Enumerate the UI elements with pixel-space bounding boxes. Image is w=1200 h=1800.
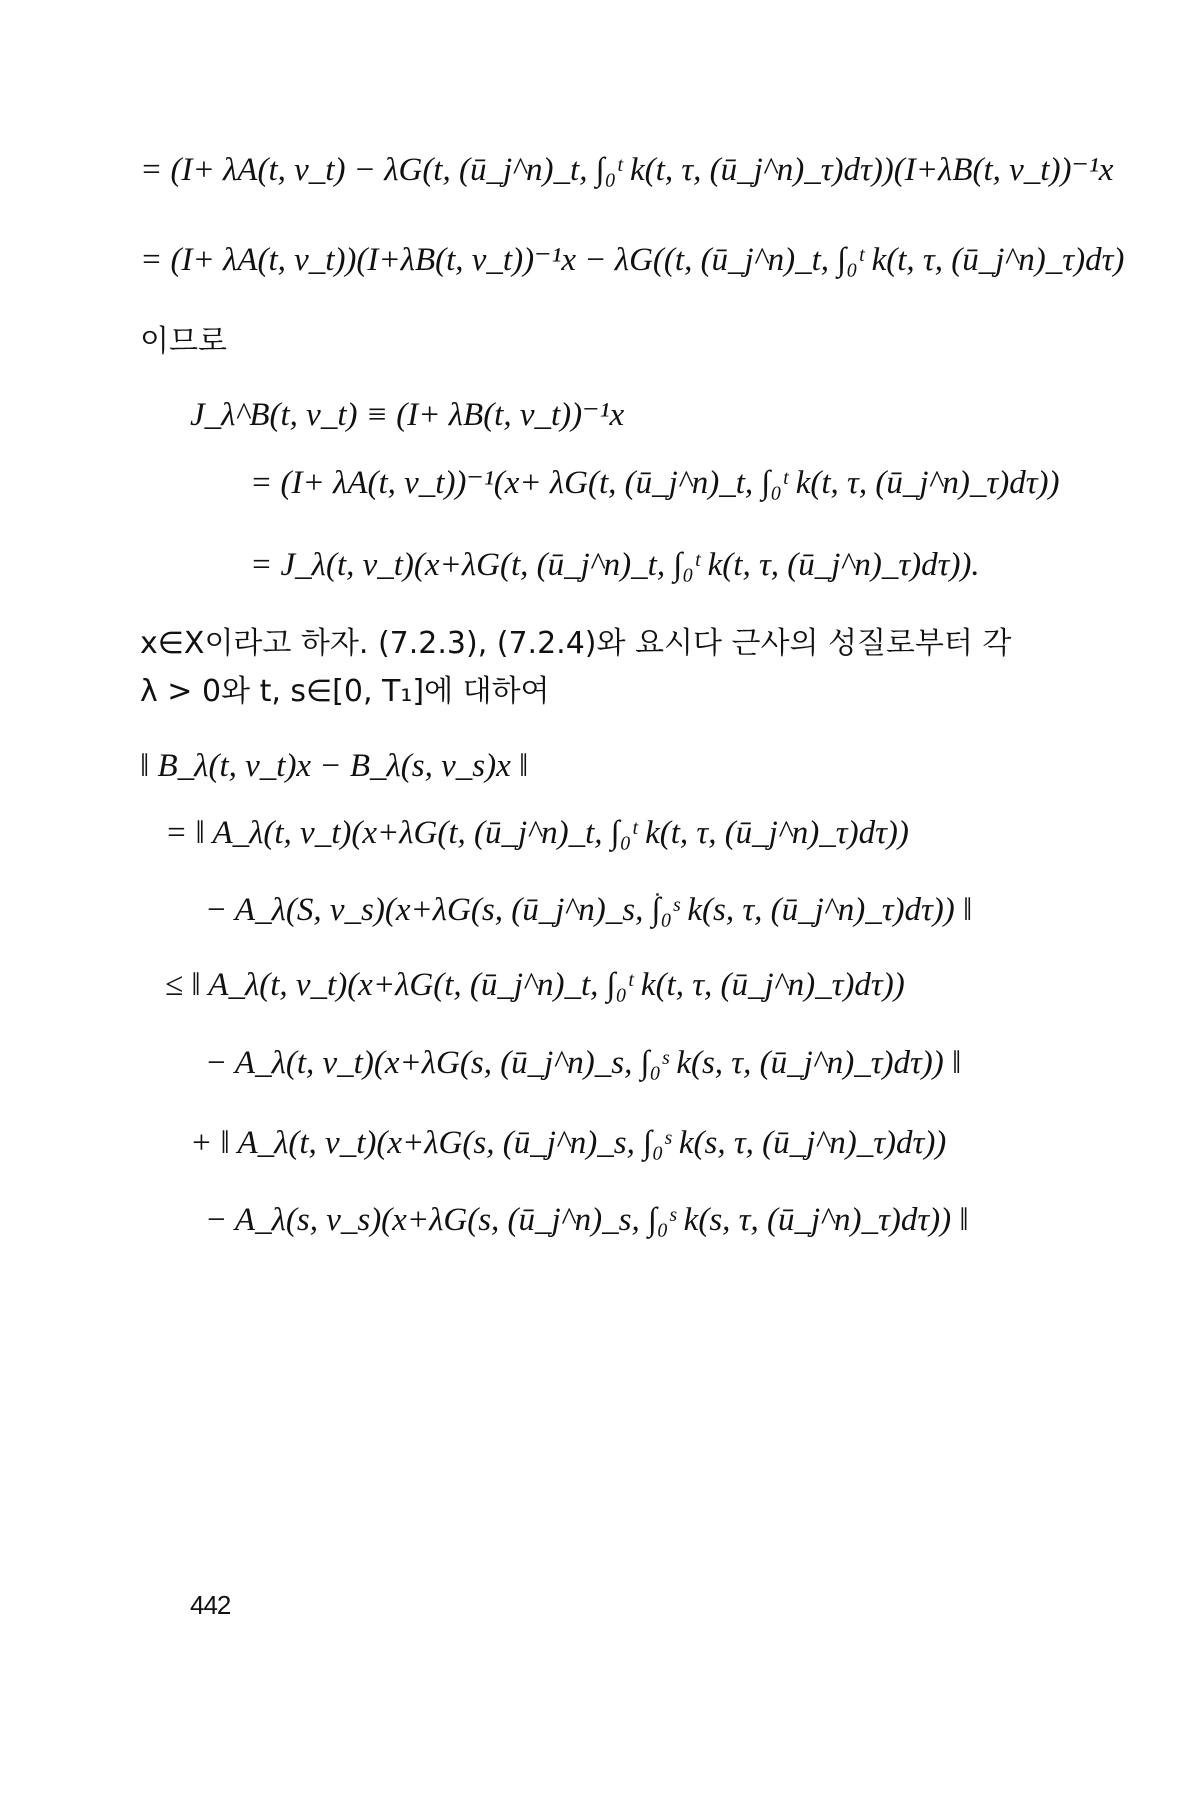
- equation-line-1: = (I+ λA(t, v_t) − λG(t, (ū_j^n)_t, ∫₀ᵗ k(t, τ, (ū_j^n)_τ)dτ))(I+λB(t, v_t))⁻¹x: [140, 152, 1114, 188]
- resolvent-definition: J_λ^B(t, v_t) ≡ (I+ λB(t, v_t))⁻¹x: [190, 397, 625, 433]
- norm-equation-6: − A_λ(s, v_s)(x+λG(s, (ū_j^n)_s, ∫₀ˢ k(s, τ, (ū_j^n)_τ)dτ)) ‖: [205, 1202, 969, 1238]
- equation-line-2: = (I+ λA(t, v_t))(I+λB(t, v_t))⁻¹x − λG((t, (ū_j^n)_t, ∫₀ᵗ k(t, τ, (ū_j^n)_τ)dτ): [140, 242, 1125, 278]
- resolvent-equation-2: = J_λ(t, v_t)(x+λG(t, (ū_j^n)_t, ∫₀ᵗ k(t, τ, (ū_j^n)_τ)dτ)).: [250, 547, 980, 583]
- resolvent-equation-1: = (I+ λA(t, v_t))⁻¹(x+ λG(t, (ū_j^n)_t, ∫₀ᵗ k(t, τ, (ū_j^n)_τ)dτ)): [250, 465, 1060, 501]
- paragraph-line-2: λ > 0와 t, s∈[0, T₁]에 대하여: [140, 674, 550, 709]
- norm-equation-1: = ‖ A_λ(t, v_t)(x+λG(t, (ū_j^n)_t, ∫₀ᵗ k(t, τ, (ū_j^n)_τ)dτ)): [165, 815, 909, 851]
- norm-equation-4: − A_λ(t, v_t)(x+λG(s, (ū_j^n)_s, ∫₀ˢ k(s, τ, (ū_j^n)_τ)dτ)) ‖: [205, 1045, 962, 1081]
- norm-equation-3: ≤ ‖ A_λ(t, v_t)(x+λG(t, (ū_j^n)_t, ∫₀ᵗ k(t, τ, (ū_j^n)_τ)dτ)): [165, 967, 905, 1003]
- paragraph-line-1: x∈X이라고 하자. (7.2.3), (7.2.4)와 요시다 근사의 성질로부터 각: [140, 626, 1012, 661]
- page-number: 442: [190, 1590, 231, 1620]
- connective-text: 이므로: [140, 324, 227, 359]
- norm-equation-5: + ‖ A_λ(t, v_t)(x+λG(s, (ū_j^n)_s, ∫₀ˢ k(s, τ, (ū_j^n)_τ)dτ)): [190, 1125, 947, 1161]
- norm-equation-2: − A_λ(S, v_s)(x+λG(s, (ū_j^n)_s, ∫₀ˢ k(s, τ, (ū_j^n)_τ)dτ)) ‖: [205, 892, 973, 928]
- norm-lhs: ‖ B_λ(t, v_t)x − B_λ(s, v_s)x ‖: [140, 748, 529, 784]
